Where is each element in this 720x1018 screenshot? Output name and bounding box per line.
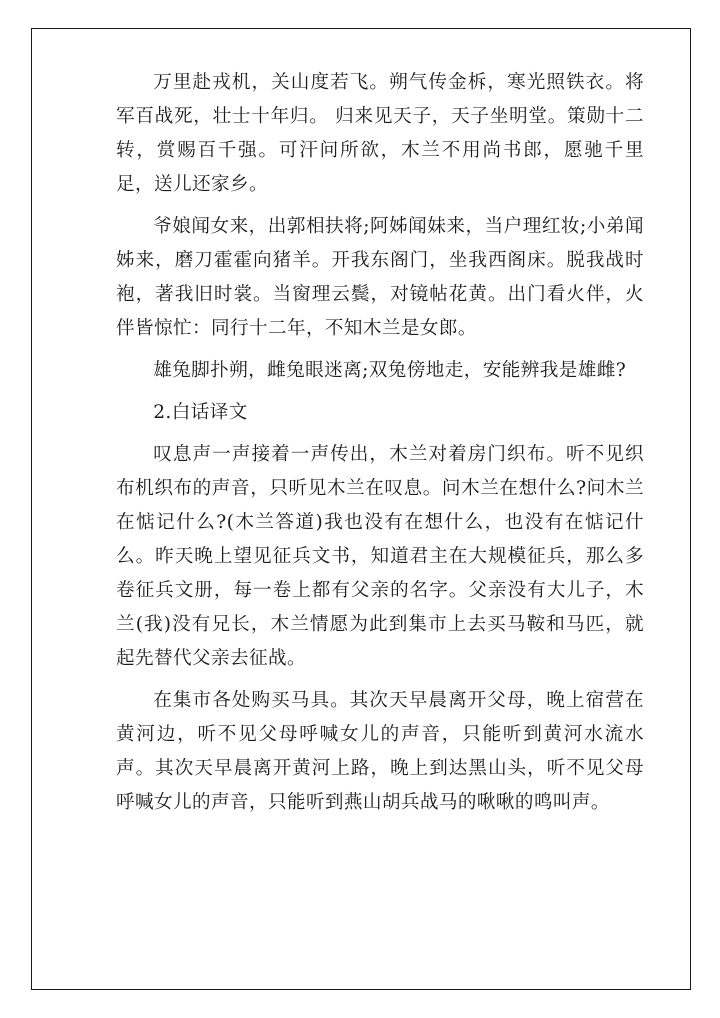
translation-paragraph-2: 在集市各处购买马具。其次天早晨离开父母，晚上宿营在黄河边，听不见父母呼喊女儿的声音，只能听到黄河水流水声。其次天早晨离开黄河上路，晚上到达黑山头，听不见父母呼喊女儿的声音，只能听到燕山胡兵战马的啾啾的鸣叫声。 [116,690,644,813]
translation-paragraph-1: 叹息声一声接着一声传出，木兰对着房门织布。听不见织布机织布的声音，只听见木兰在叹息。问木兰在想什么?问木兰在惦记什么?(木兰答道)我也没有在想什么，也没有在惦记什么。昨天晚上望见征兵文书，知道君主在大规模征兵，那么多卷征兵文册，每一卷上都有父亲的名字。父亲没有大儿子，木兰(我)没有兄长，木兰情愿为此到集市上去买马鞍和马匹，就起先替代父亲去征战。 [116,444,644,669]
section-heading: 2.白话译文 [153,402,248,423]
poem-paragraph-2: 爷娘闻女来，出郭相扶将;阿姊闻妹来，当户理红妆;小弟闻姊来，磨刀霍霍向猪羊。开我东阁门，坐我西阁床。脱我战时袍，著我旧时裳。当窗理云鬓，对镜帖花黄。出门看火伴，火伴皆惊忙：同行十二年，不知木兰是女郎。 [116,216,644,339]
poem-paragraph-3: 雄兔脚扑朔，雌兔眼迷离;双兔傍地走，安能辨我是雄雌? [153,360,627,381]
poem-paragraph-1: 万里赴戎机，关山度若飞。朔气传金柝，寒光照铁衣。将军百战死，壮士十年归。 归来见天子，天子坐明堂。策勋十二转，赏赐百千强。可汗问所欲，木兰不用尚书郎，愿驰千里足，送儿还家乡。 [116,72,644,195]
document-body [116,66,644,828]
